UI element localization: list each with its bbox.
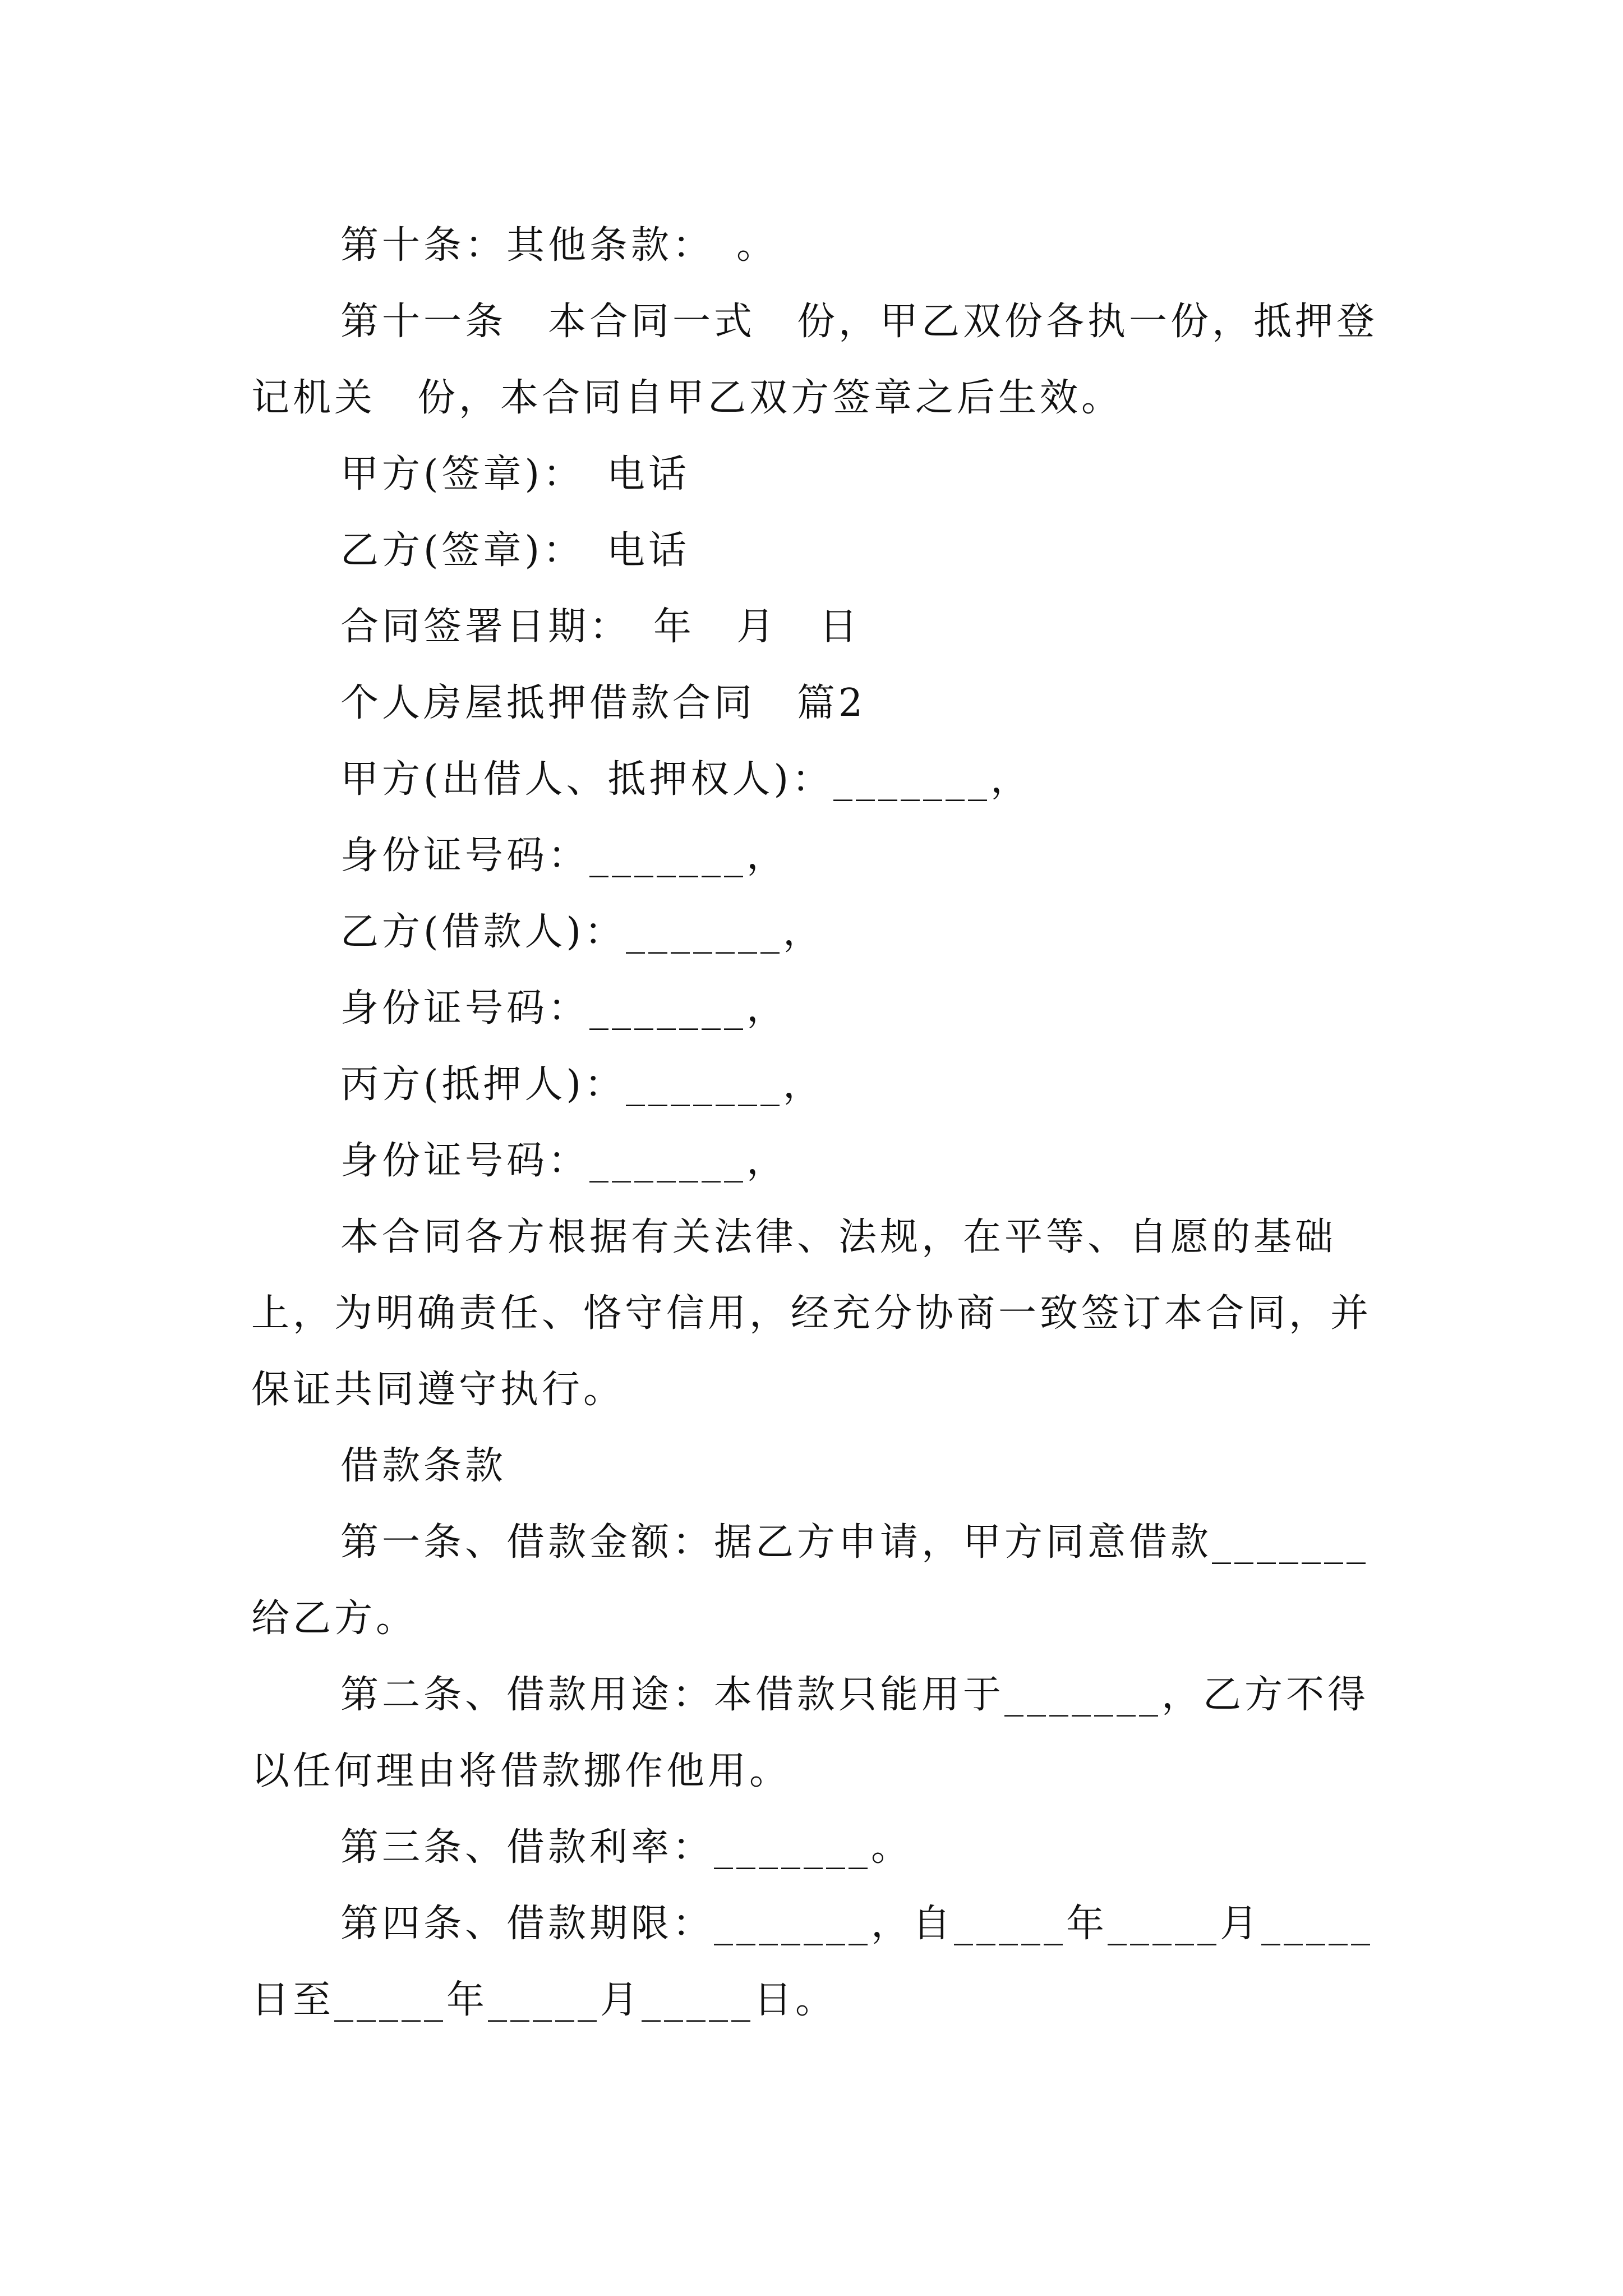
party-a-lender-field: 甲方(出借人、抵押权人)：_______， <box>340 757 1032 802</box>
party-c-id-number-field: 身份证号码：_______， <box>340 1139 789 1183</box>
article-1-loan-amount: 第一条、借款金额：据乙方申请，甲方同意借款_______给乙方。 <box>251 1520 1370 1641</box>
article-3-interest-rate: 第三条、借款利率：_______。 <box>340 1825 913 1870</box>
signing-date-line: 合同签署日期： 年 月 日 <box>340 605 861 649</box>
party-c-mortgagor-field: 丙方(抵押人)：_______， <box>340 1062 825 1107</box>
party-b-signature-line: 乙方(签章)： 电话 <box>340 528 690 573</box>
party-b-borrower-field: 乙方(借款人)：_______， <box>340 910 825 954</box>
article-4-loan-term: 第四条、借款期限：_______，自_____年_____月_____日至_____年_____月_____日。 <box>251 1902 1374 2022</box>
section-title: 个人房屋抵押借款合同 篇2 <box>340 681 866 725</box>
clause-11-copies: 第十一条 本合同一式 份，甲乙双份各执一份，抵押登记机关 份，本合同自甲乙双方签章之后生效。 <box>251 300 1378 420</box>
article-2-loan-purpose: 第二条、借款用途：本借款只能用于_______，乙方不得以任何理由将借款挪作他用。 <box>251 1673 1370 1793</box>
clause-10-other-terms: 第十条：其他条款： 。 <box>340 223 778 268</box>
party-a-id-number-field: 身份证号码：_______， <box>340 834 789 878</box>
loan-terms-heading: 借款条款 <box>340 1444 507 1488</box>
document-body <box>251 208 1384 2039</box>
party-a-signature-line: 甲方(签章)： 电话 <box>340 452 690 496</box>
preamble-paragraph: 本合同各方根据有关法律、法规，在平等、自愿的基础上，为明确责任、恪守信用，经充分协商一致签订本合同，并保证共同遵守执行。 <box>251 1215 1372 1412</box>
party-b-id-number-field: 身份证号码：_______， <box>340 986 789 1030</box>
